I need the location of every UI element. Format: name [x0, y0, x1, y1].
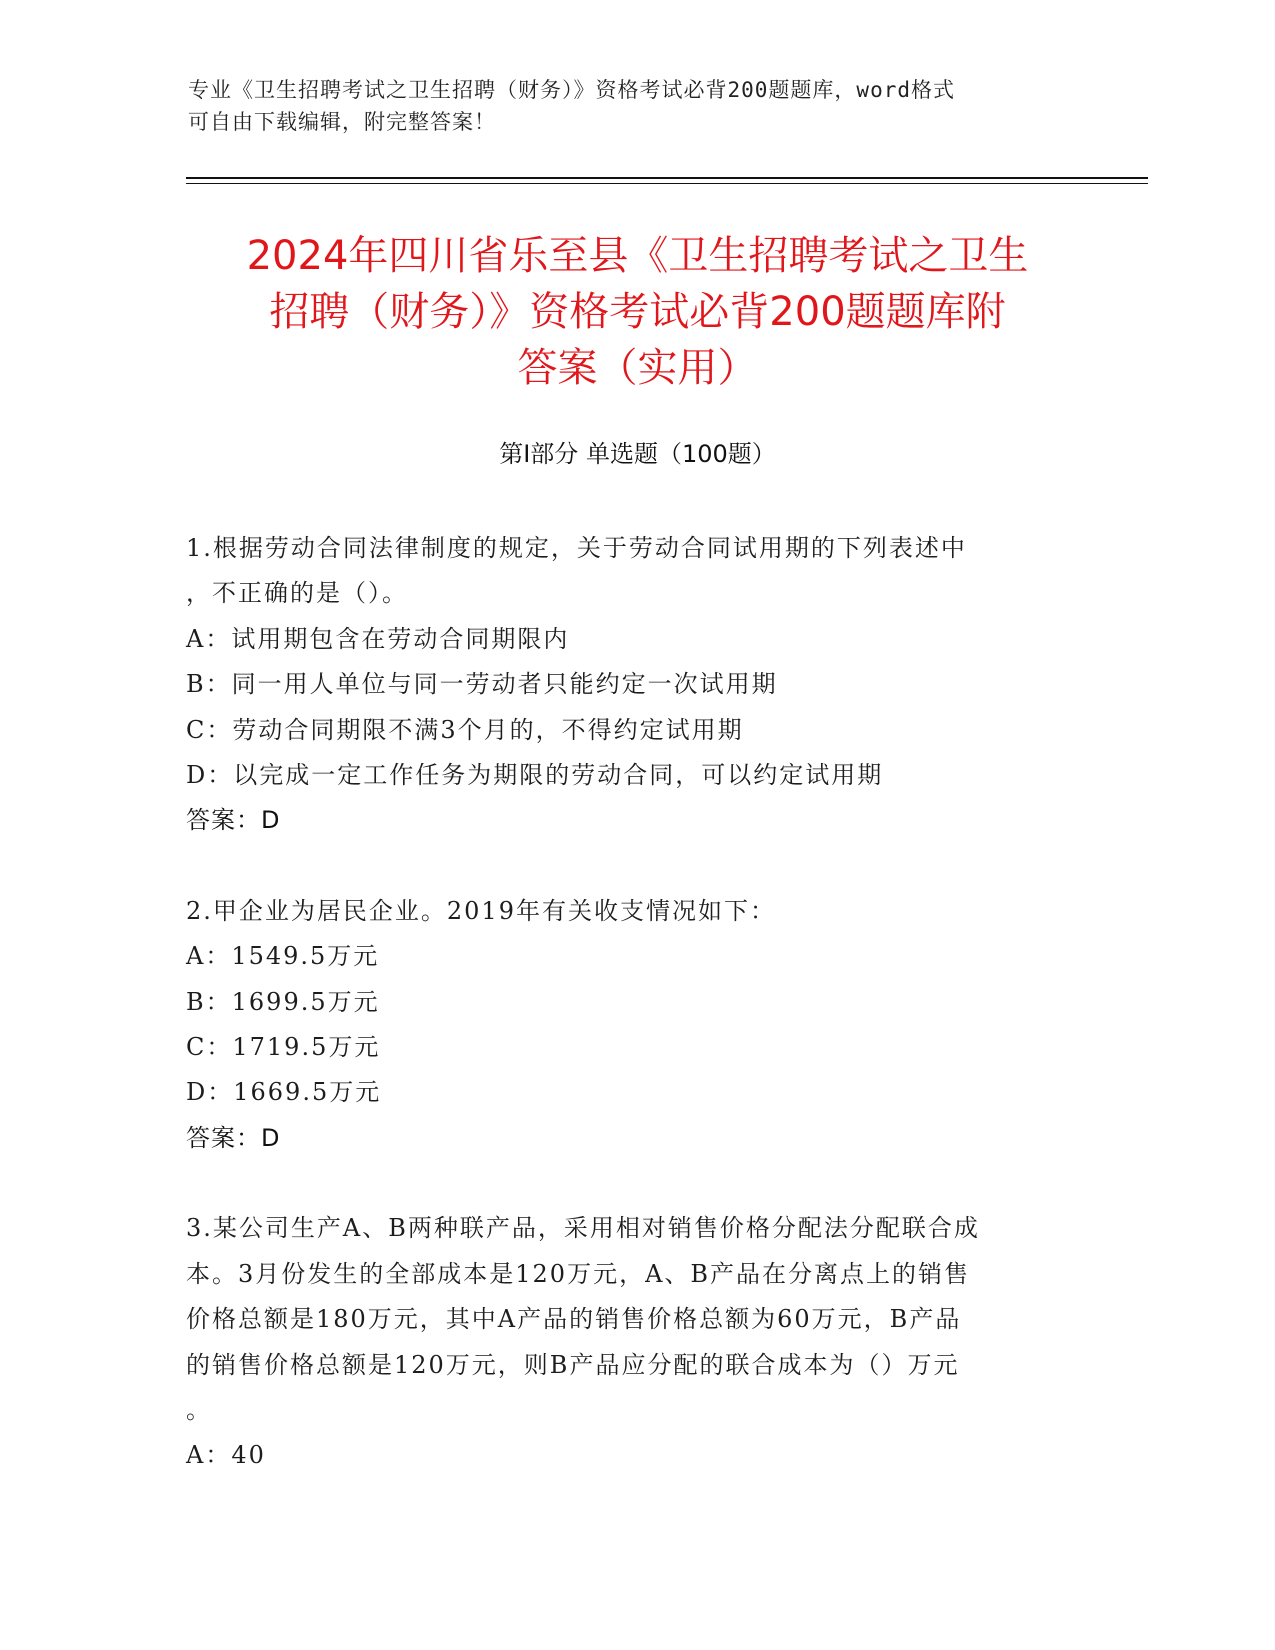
- question-spacer: [186, 844, 1066, 889]
- question-3: [186, 1206, 1066, 1478]
- question-stem-line: 。: [186, 1395, 212, 1424]
- question-stem-line: 3.某公司生产A、B两种联产品，采用相对销售价格分配法分配联合成: [186, 1214, 980, 1243]
- option-a: A：40: [186, 1441, 266, 1470]
- question-spacer: [186, 1161, 1066, 1206]
- header-note-line-2: 可自由下载编辑，附完整答案！: [188, 110, 496, 134]
- question-stem-line: 价格总额是180万元，其中A产品的销售价格总额为60万元，B产品: [186, 1305, 962, 1334]
- answer-line: 答案：D: [186, 806, 281, 835]
- option-d: D：1669.5万元: [186, 1078, 382, 1107]
- option-d: D：以完成一定工作任务为期限的劳动合同，可以约定试用期: [186, 761, 884, 790]
- section-heading: 第Ⅰ部分 单选题（100题）: [499, 440, 776, 468]
- question-stem-line: 2.甲企业为居民企业。2019年有关收支情况如下：: [186, 896, 776, 925]
- header-note-line-1: 专业《卫生招聘考试之卫生招聘（财务）》资格考试必背200题题库，word格式: [188, 78, 955, 102]
- question-stem-line: ，不正确的是（）。: [186, 579, 408, 608]
- option-c: C：1719.5万元: [186, 1033, 381, 1062]
- document-title: [150, 228, 1125, 396]
- header-divider-thin: [186, 183, 1148, 184]
- document-title-line-3: 答案（实用）: [517, 345, 758, 391]
- question-1: [186, 526, 1066, 844]
- option-a: A：1549.5万元: [186, 942, 380, 971]
- question-2: [186, 889, 1066, 1161]
- question-stem-line: 1.根据劳动合同法律制度的规定，关于劳动合同试用期的下列表述中: [186, 534, 967, 562]
- document-title-line-2: 招聘（财务）》资格考试必背200题题库附: [269, 289, 1006, 335]
- answer-line: 答案：D: [186, 1123, 281, 1152]
- question-list: [186, 526, 1066, 1479]
- option-c: C：劳动合同期限不满3个月的，不得约定试用期: [186, 715, 744, 744]
- header-divider-thick: [186, 177, 1148, 179]
- question-stem-line: 本。3月份发生的全部成本是120万元，A、B产品在分离点上的销售: [186, 1259, 971, 1288]
- header-note: [188, 74, 1088, 138]
- option-a: A：试用期包含在劳动合同期限内: [186, 624, 570, 653]
- document-title-line-1: 2024年四川省乐至县《卫生招聘考试之卫生: [246, 233, 1029, 279]
- option-b: B：1699.5万元: [186, 987, 380, 1016]
- option-b: B：同一用人单位与同一劳动者只能约定一次试用期: [186, 670, 778, 699]
- question-stem-line: 的销售价格总额是120万元，则B产品应分配的联合成本为（）万元: [186, 1350, 960, 1379]
